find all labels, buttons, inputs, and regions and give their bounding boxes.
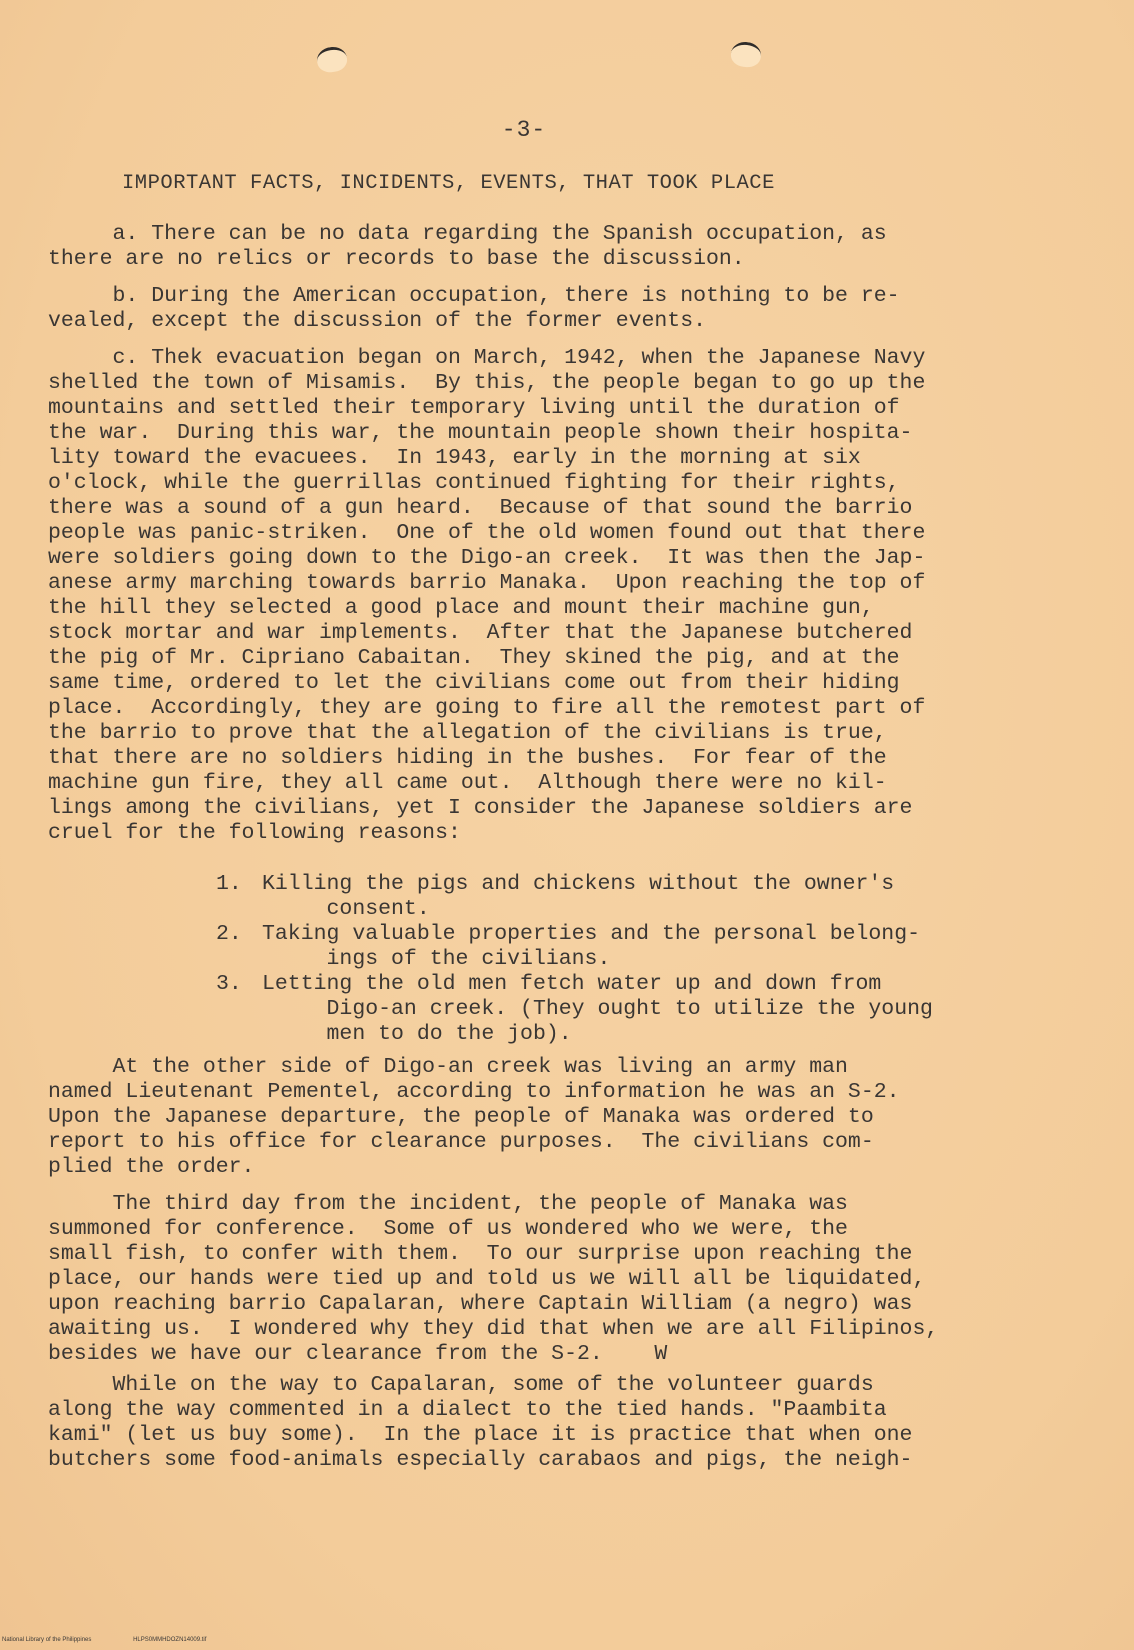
- list-item: [216, 972, 1076, 1047]
- paragraph-b: b. During the American occupation, there is nothing to be re- vealed, except the discussion of the former events.: [48, 284, 900, 333]
- list-number: 1.: [216, 872, 242, 896]
- list-number: 2.: [216, 922, 242, 946]
- paragraph-c: c. Thek evacuation began on March, 1942, when the Japanese Navy shelled the town of Misamis. By this, the people began to go up the mountains and settled their temporary living until the duration of the war. During this war, the mountain people shown their hospita- lity toward the evacuees. In 1943, early in the morning at six o'clock, while the guerrillas continued fighting for their rights, there was a sound of a gun heard. Because of that sound the barrio people was panic-striken. One of the old women found out that there were soldiers going down to the Digo-an creek. It was then the Jap- anese army marching towards barrio Manaka. Upon reaching the top of the hill they selected a good place and mount their machine gun, stock mortar and war implements. After that the Japanese butchered the pig of Mr. Cipriano Cabaitan. They skined the pig, and at the same time, ordered to let the civilians come out from their hiding place. Accordingly, they are going to fire all the remotest part of the barrio to prove that the allegation of the civilians is true, that there are no soldiers hiding in the bushes. For fear of the machine gun fire, they all came out. Although there were no kil- lings among the civilians, yet I consider the Japanese soldiers are cruel for the following reasons:: [48, 346, 926, 845]
- list-item: [216, 872, 1076, 922]
- paragraph-a: a. There can be no data regarding the Spanish occupation, as there are no relics or records to base the discussion.: [48, 222, 887, 271]
- library-credit: National Library of the Philippines: [2, 1637, 92, 1643]
- list-item: [216, 922, 1076, 972]
- paragraph-f: While on the way to Capalaran, some of the volunteer guards along the way commented in a dialect to the tied hands. "Paambita kami" (let us buy some). In the place it is practice that when one butchers some food-animals especially carabaos and pigs, the neigh-: [48, 1373, 913, 1472]
- scan-footer: [2, 1637, 246, 1643]
- list-text: Taking valuable properties and the personal belong- ings of the civilians.: [262, 922, 921, 971]
- list-number: 3.: [216, 972, 242, 996]
- page-number: -3-: [501, 117, 547, 143]
- punch-hole-left: [315, 45, 348, 74]
- section-heading: IMPORTANT FACTS, INCIDENTS, EVENTS, THAT TOOK PLACE: [122, 172, 775, 195]
- list-text: Letting the old men fetch water up and down from Digo-an creek. (They ought to utilize the young men to do the job).: [262, 972, 933, 1046]
- list-text: Killing the pigs and chickens without the owner's consent.: [262, 872, 895, 921]
- paragraph-d: At the other side of Digo-an creek was living an army man named Lieutenant Pementel, according to information he was an S-2. Upon the Japanese departure, the people of Manaka was ordered to report to his office for clearance purposes. The civilians com- plied the order.: [48, 1055, 900, 1179]
- paragraph-e: The third day from the incident, the people of Manaka was summoned for conference. Some of us wondered who we were, the small fish, to confer with them. To our surprise upon reaching the place, our hands were tied up and told us we will all be liquidated, upon reaching barrio Capalaran, where Captain William (a negro) was awaiting us. I wondered why they did that when we are all Filipinos, besides we have our clearance from the S-2. W: [48, 1192, 939, 1366]
- punch-hole-right: [730, 41, 762, 69]
- file-name: HLPS0MMHDOZN14009.tif: [133, 1637, 207, 1643]
- reasons-list: [216, 872, 1076, 1047]
